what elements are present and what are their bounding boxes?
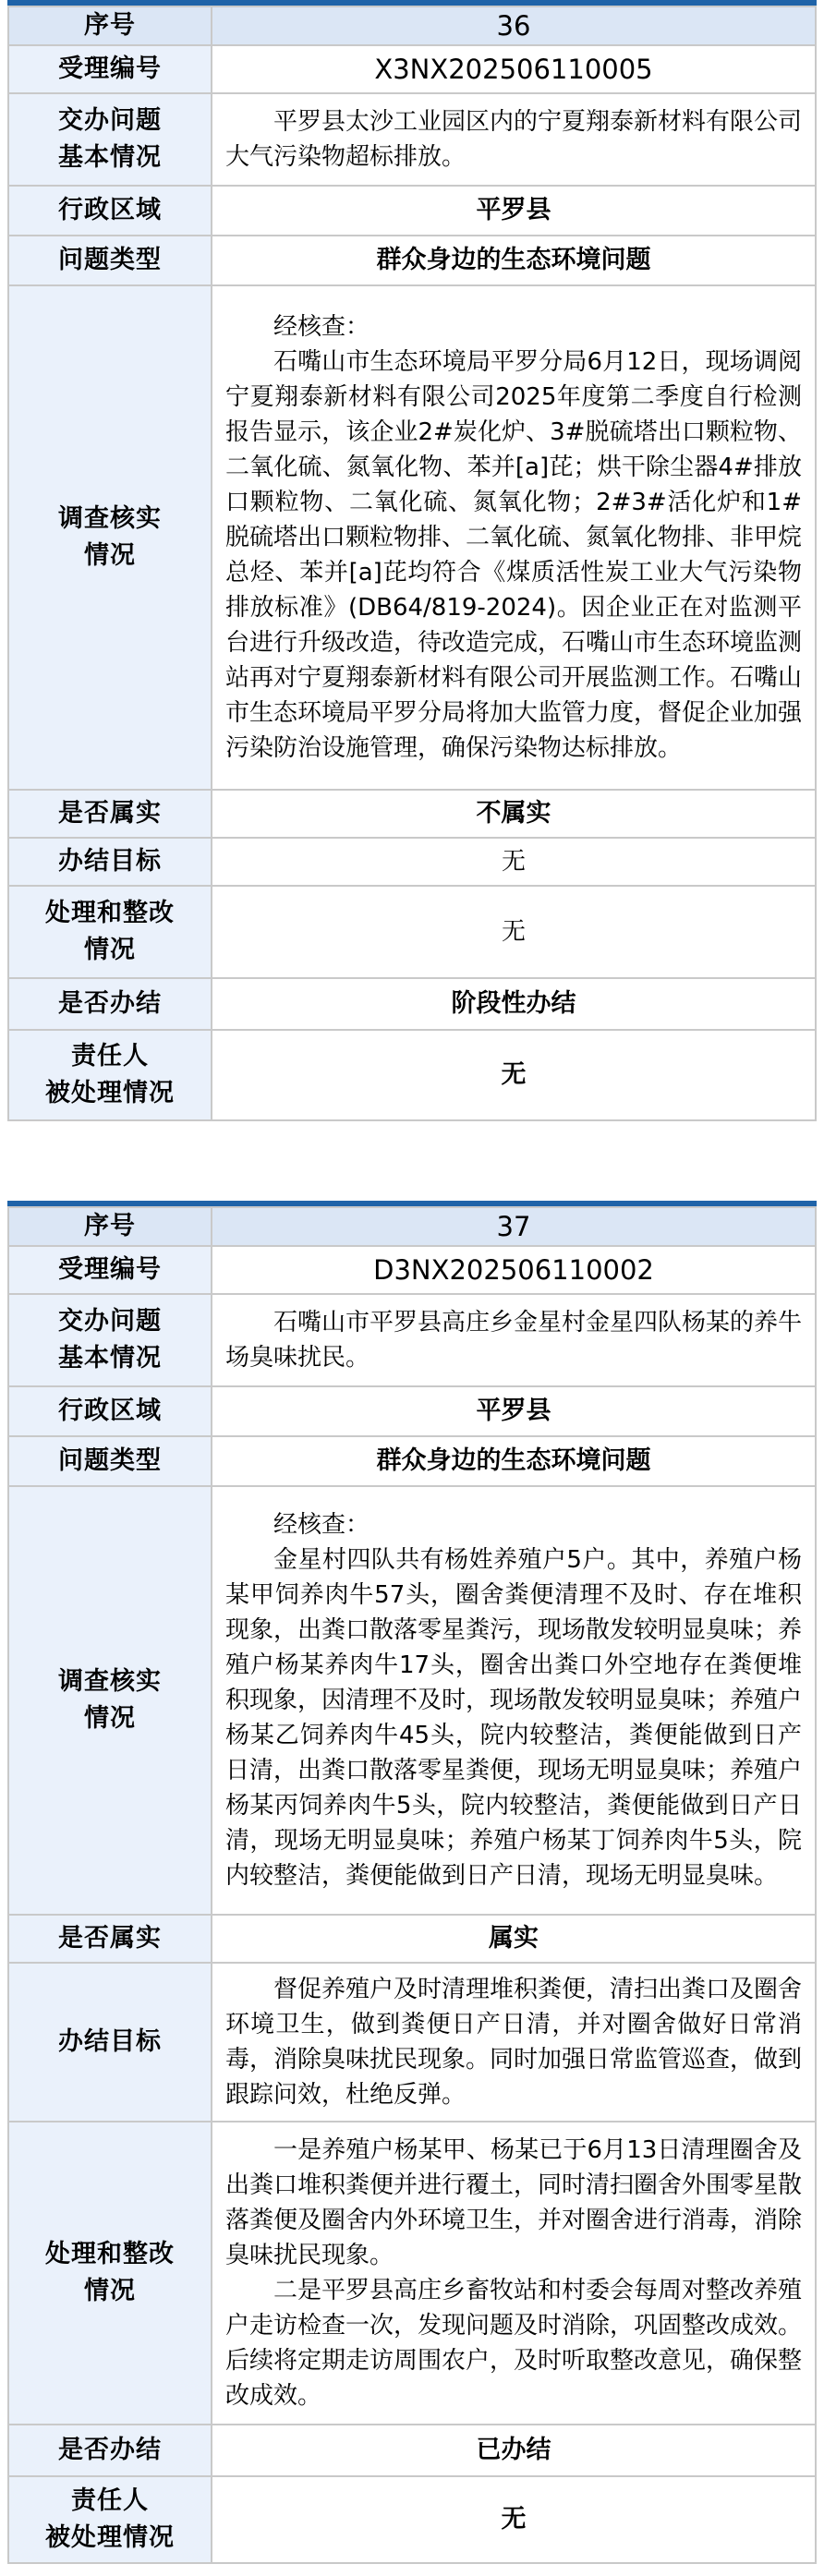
label-problem-type: 问题类型	[8, 236, 212, 285]
row-problem-basic	[8, 93, 816, 186]
value-seq: 37	[212, 1207, 816, 1246]
row-is-true	[8, 790, 816, 838]
value-goal	[212, 1963, 816, 2122]
label-responsible: 责任人 被处理情况	[8, 2476, 212, 2563]
paragraph: 石嘴山市平罗县高庄乡金星村金星四队杨某的养牛场臭味扰民。	[225, 1309, 803, 1372]
row-is-closed	[8, 978, 816, 1030]
paragraph: 金星村四队共有杨姓养殖户5户。其中，养殖户杨某甲饲养肉牛57头，圈舍粪便清理不及时、存在堆积现象，出粪口散落零星粪污，现场散发较明显臭味；养殖户杨某养肉牛17头，圈舍出粪口外空地存在粪便堆积现象，因清理不及时，现场散发较明显臭味；养殖户杨某乙饲养肉牛45头，院内较整洁，粪便能做到日产日清，出粪口散落零星粪便，现场无明显臭味；养殖户杨某丙饲养肉牛5头，院内较整洁，粪便能做到日产日清，现场无明显臭味；养殖户杨某丁饲养肉牛5头，院内较整洁，粪便能做到日产日清，现场无明显臭味。	[225, 1546, 803, 1890]
value-problem-type: 群众身边的生态环境问题	[212, 1436, 816, 1486]
row-responsible	[8, 2476, 816, 2563]
row-goal	[8, 838, 816, 886]
label-responsible: 责任人 被处理情况	[8, 1030, 212, 1120]
row-is-closed	[8, 2425, 816, 2476]
label-accept-no: 受理编号	[8, 1246, 212, 1294]
row-problem-basic	[8, 1294, 816, 1386]
label-is-true: 是否属实	[8, 790, 212, 838]
label-problem-basic: 交办问题 基本情况	[8, 93, 212, 186]
row-goal	[8, 1963, 816, 2122]
value-region: 平罗县	[212, 186, 816, 236]
paragraph: 二是平罗县高庄乡畜牧站和村委会每周对整改养殖户走访检查一次，发现问题及时消除，巩固整改成效。后续将定期走访周围农户，及时听取整改意见，确保整改成效。	[225, 2277, 803, 2410]
label-seq: 序号	[8, 6, 212, 45]
record-card-36	[7, 0, 817, 1158]
paragraph: 平罗县太沙工业园区内的宁夏翔泰新材料有限公司大气污染物超标排放。	[225, 108, 803, 171]
value-is-closed: 已办结	[212, 2425, 816, 2476]
paragraph: 一是养殖户杨某甲、杨某已于6月13日清理圈舍及出粪口堆积粪便并进行覆土，同时清扫圈舍外围零星散落粪便及圈舍内外环境卫生，并对圈舍进行消毒，消除臭味扰民现象。	[225, 2136, 803, 2269]
paragraph: 经核查：	[273, 313, 370, 341]
row-investigation	[8, 285, 816, 790]
label-is-closed: 是否办结	[8, 978, 212, 1030]
label-investigation: 调查核实 情况	[8, 1486, 212, 1915]
value-goal: 无	[212, 838, 816, 886]
row-is-true	[8, 1915, 816, 1963]
value-region: 平罗县	[212, 1386, 816, 1436]
label-goal: 办结目标	[8, 1963, 212, 2122]
paragraph: 石嘴山市生态环境局平罗分局6月12日，现场调阅宁夏翔泰新材料有限公司2025年度第二季度自行检测报告显示，该企业2#炭化炉、3#脱硫塔出口颗粒物、二氧化硫、氮氧化物、苯并[a]芘；烘干除尘器4#排放口颗粒物、二氧化硫、氮氧化物；2#3#活化炉和1#脱硫塔出口颗粒物排、二氧化硫、氮氧化物排、非甲烷总烃、苯并[a]芘均符合《煤质活性炭工业大气污染物排放标准》(DB64/819-2024)。因企业正在对监测平台进行升级改造，待改造完成，石嘴山市生态环境监测站再对宁夏翔泰新材料有限公司开展监测工作。石嘴山市生态环境局平罗分局将加大监管力度，督促企业加强污染防治设施管理，确保污染物达标排放。	[225, 348, 803, 762]
row-region	[8, 1386, 816, 1436]
value-accept-no: D3NX202506110002	[212, 1246, 816, 1294]
paragraph: 督促养殖户及时清理堆积粪便，清扫出粪口及圈舍环境卫生，做到粪便日产日清，并对圈舍做好日常消毒，消除臭味扰民现象。同时加强日常监管巡查，做到跟踪问效，杜绝反弹。	[225, 1976, 803, 2109]
value-responsible: 无	[212, 1030, 816, 1120]
label-handling: 处理和整改 情况	[8, 886, 212, 978]
paragraph: 经核查：	[273, 1511, 370, 1539]
value-handling: 无	[212, 886, 816, 978]
value-investigation	[212, 285, 816, 790]
value-is-true: 不属实	[212, 790, 816, 838]
label-problem-basic: 交办问题 基本情况	[8, 1294, 212, 1386]
value-problem-basic	[212, 93, 816, 186]
value-handling	[212, 2122, 816, 2425]
row-problem-type	[8, 236, 816, 285]
row-responsible	[8, 1030, 816, 1120]
row-seq	[8, 6, 816, 45]
label-investigation: 调查核实 情况	[8, 285, 212, 790]
label-region: 行政区域	[8, 186, 212, 236]
row-accept-no	[8, 45, 816, 93]
label-region: 行政区域	[8, 1386, 212, 1436]
row-region	[8, 186, 816, 236]
record-table	[7, 1206, 817, 2564]
value-responsible: 无	[212, 2476, 816, 2563]
label-is-closed: 是否办结	[8, 2425, 212, 2476]
row-accept-no	[8, 1246, 816, 1294]
value-problem-basic	[212, 1294, 816, 1386]
record-table	[7, 6, 817, 1121]
value-investigation	[212, 1486, 816, 1915]
value-is-true: 属实	[212, 1915, 816, 1963]
row-problem-type	[8, 1436, 816, 1486]
value-problem-type: 群众身边的生态环境问题	[212, 236, 816, 285]
row-handling	[8, 2122, 816, 2425]
label-handling: 处理和整改 情况	[8, 2122, 212, 2425]
label-accept-no: 受理编号	[8, 45, 212, 93]
value-seq: 36	[212, 6, 816, 45]
label-problem-type: 问题类型	[8, 1436, 212, 1486]
label-goal: 办结目标	[8, 838, 212, 886]
row-investigation	[8, 1486, 816, 1915]
value-is-closed: 阶段性办结	[212, 978, 816, 1030]
label-seq: 序号	[8, 1207, 212, 1246]
row-handling	[8, 886, 816, 978]
record-card-37	[7, 1201, 817, 2576]
row-seq	[8, 1207, 816, 1246]
value-accept-no: X3NX202506110005	[212, 45, 816, 93]
label-is-true: 是否属实	[8, 1915, 212, 1963]
